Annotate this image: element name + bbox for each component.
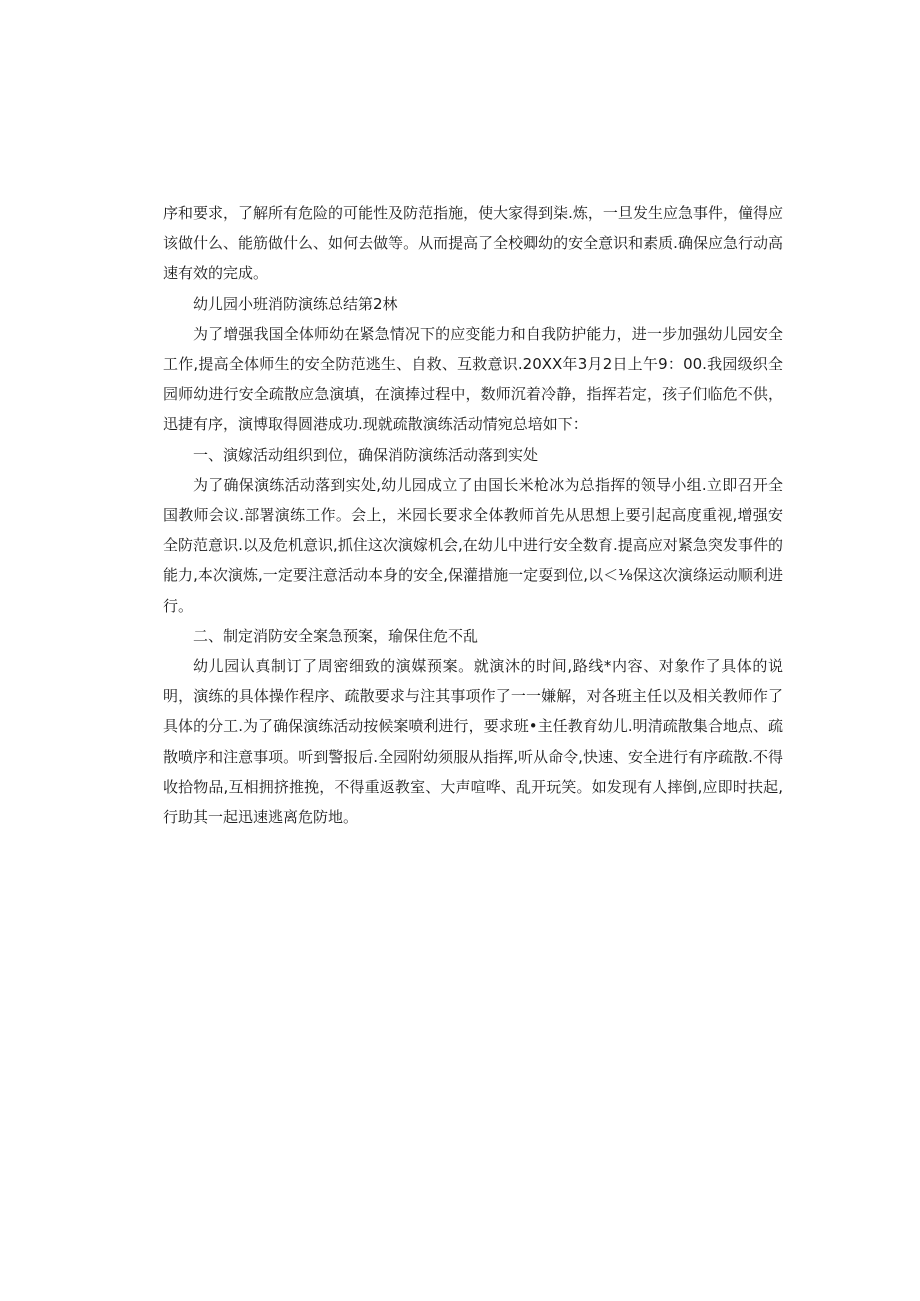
heading-one: 一、演嫁活动组织到位，确保消防演练活动落到实处 <box>193 445 539 464</box>
paragraph-intro: 为了增强我国全体师幼在紧急情况下的应变能力和自我防护能力，进一步加强幼儿园安全工作,提高全体师生的安全防范逃生、自救、互救意识.20XX年3月2日上午9：00.我园级织全园师幼进行安全疏散应急演填，在演捧过程中，数师沉着冷静，指挥若定，孩子们临危不供，迅捷有序，演博取得圆港成功.现就疏散演练活动情宛总培如下： <box>163 324 783 434</box>
paragraph-continuation: 序和要求，了解所有危险的可能性及防范指施，使大家得到柒.炼，一旦发生应急事件，僮得应该做什么、能筋做什么、如何去做等。从而提高了全校卿幼的安全意识和素质.确保应急行动高速有效的完成。 <box>163 204 783 283</box>
document-body <box>163 198 783 832</box>
paragraph-organization: 为了确保演练活动落到实处,幼儿园成立了由国长米枪冰为总指挥的领导小组.立即召开全国教师会议.部署演练工作。会上，米园长要求全体教师首先从思想上要引起高度重视,增强安全防范意识.以及危机意识,抓住这次演嫁机会,在幼儿中进行安全数育.提高应对紧急突发事件的能力,本次演炼,一定要注意活动本身的安全,保灌措施一定耍到位,以＜⅛保这次演绦运动顺利进行。 <box>163 475 783 615</box>
paragraph-plan: 幼儿园认真制订了周密细致的演媒预案。就演沐的时间,路线*内容、对象作了具体的说明，演练的具体操作程序、疏散要求与注其事项作了一一嫌解，对各班主任以及相关教师作了具体的分工.为了确保演练活动按候案喷利进行，要求班•主任教育幼儿.明清疏散集合地点、疏散喷序和注意事项。听到警报后.全园附幼须服从指挥,听从命令,快速、安全进行有序疏散.不得收拾物品,互相拥挤推挽，不得重返教室、大声喧哗、乱开玩笑。如发现有人摔倒,应即时扶起,行助其一起迅速逃离危防地。 <box>163 657 783 827</box>
heading-two: 二、制定消防安全案急预案，瑜保住危不乱 <box>193 626 479 645</box>
section-title: 幼儿园小班消防演练总结第2林 <box>193 294 398 313</box>
